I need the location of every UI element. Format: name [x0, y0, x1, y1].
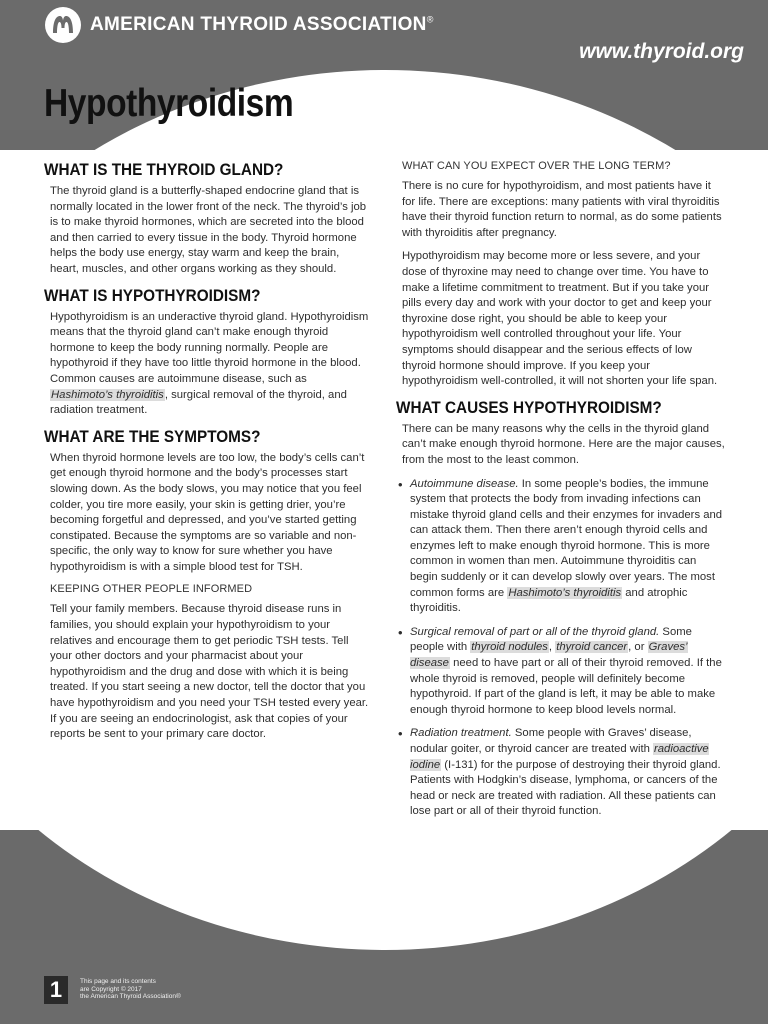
page-number: 1 [44, 976, 68, 1004]
section-thyroid-gland [44, 160, 370, 278]
causes-list [396, 477, 726, 820]
section-heading: WHAT CAUSES HYPOTHYROIDISM? [396, 397, 662, 417]
paragraph: Hypothyroidism may become more or less severe, and your dose of thyroxine may need to change over time. You have to make a lifetime commitment to treatment. But if you take your pills every day and work with your doctor to get and keep your thyroxine dose right, you should be able to keep your hypothyroidism well controlled throughout your life. Your symptoms should disappear and the serious effects of low thyroid hormone should improve. If you keep your hypothyroidism well-controlled, it will not shorten your life span. [402, 250, 718, 388]
section-causes [396, 398, 726, 820]
org-name: AMERICAN THYROID ASSOCIATION® [90, 14, 434, 35]
thyroid-cancer-link[interactable]: thyroid cancer [556, 641, 628, 654]
paragraph: There can be many reasons why the cells in the thyroid gland can’t make enough thyroid hormone. Here are the major causes, from the most to the least common. [402, 422, 725, 466]
paragraph: The thyroid gland is a butterfly-shaped endocrine gland that is normally located in the lower front of the neck. The thyroid’s job is to make thyroid hormones, which are secreted into the blood and then carried to every tissue in the body. Thyroid hormone helps the body use energy, stay warm and keep the brain, heart, muscles, and other organs working as they should. [50, 185, 367, 275]
section-heading: WHAT ARE THE SYMPTOMS? [44, 426, 261, 446]
radioactive-iodine-link[interactable]: radioactive iodine [410, 743, 709, 771]
thyroid-logo-icon [44, 6, 82, 44]
hashimoto-link[interactable]: Hashimoto’s thyroiditis [508, 586, 622, 599]
website-link[interactable]: www.thyroid.org [579, 40, 744, 63]
section-hypothyroidism [44, 286, 370, 419]
graves-disease-link[interactable]: Graves’ disease [410, 641, 688, 670]
list-item: • Autoimmune disease. In some people’s bodies, the immune system that protects the body from invading infections can mistake thyroid gland cells and their enzymes for invaders and can attack them. Then there aren’t enough thyroid cells and enzymes left to make enough thyroid hormone. This is more common in women than men. Autoimmune thyroiditis can begin suddenly or it can develop slowly over years. The most common forms are Hashimoto’s thyroiditis and atrophic thyroiditis. [396, 477, 726, 617]
document-title: Hypothyroidism [44, 82, 294, 125]
section-heading: WHAT IS THE THYROID GLAND? [44, 160, 284, 179]
hashimoto-link[interactable]: Hashimoto’s thyroiditis [51, 388, 164, 401]
association-logo[interactable] [44, 6, 434, 44]
paragraph: There is no cure for hypothyroidism, and most patients have it for life. There are exceptions: many patients with viral thyroiditis have their thyroid function return to normal, as do some patients with thyroiditis after pregnancy. [402, 180, 722, 239]
left-column [44, 160, 370, 751]
subsection-heading: KEEPING OTHER PEOPLE INFORMED [50, 583, 253, 596]
section-long-term [396, 160, 726, 390]
paragraph: Tell your family members. Because thyroid disease runs in families, you should explain your hypothyroidism to your relatives and encourage them to get periodic TSH tests. Tell your other doctors and your pharmacist about your hypothyroidism and the drug and dose with which it is being treated. If you start seeing a new doctor, tell the doctor that you have hypothyroidism and you need your TSH tested every year. If you are seeing an endocrinologist, ask that copies of your reports be sent to your primary care doctor. [50, 603, 369, 741]
section-symptoms [44, 427, 370, 576]
right-column [396, 160, 726, 828]
subsection-heading: WHAT CAN YOU EXPECT OVER THE LONG TERM? [402, 160, 671, 172]
section-keeping-informed [44, 583, 370, 742]
list-item: • Radiation treatment. Some people with Graves’ disease, nodular goiter, or thyroid cancer are treated with radioactive iodine (I-131) for the purpose of destroying their thyroid gland. Patients with Hodgkin’s disease, lymphoma, or cancers of the head or neck are treated with radiation. All these patients can lose part or all of their thyroid function. [396, 726, 726, 820]
thyroid-nodules-link[interactable]: thyroid nodules [471, 641, 548, 654]
paragraph: Hypothyroidism is an underactive thyroid gland. Hypothyroidism means that the thyroid gland can’t make enough thyroid hormone to keep the body running normally. People are hypothyroid if they have too little thyroid hormone in the blood. Common causes are autoimmune disease, such as Hashimoto’s thyroiditis, surgical removal of the thyroid, and radiation treatment. [50, 310, 369, 417]
list-item: • Surgical removal of part or all of the thyroid gland. Some people with thyroid nodules, thyroid cancer, or Graves’ disease need to have part or all of their thyroid removed. If the whole thyroid is removed, people will definitely become hypothyroid. If part of the gland is left, it may be able to make enough thyroid hormone to keep blood levels normal. [396, 625, 726, 719]
paragraph: When thyroid hormone levels are too low, the body’s cells can’t get enough thyroid hormone and the body’s processes start slowing down. As the body slows, you may notice that you feel colder, you tire more easily, your skin is getting drier, you’re becoming forgetful and depressed, and you’ve started getting constipated. Because the symptoms are so variable and non-specific, the only way to know for sure whether you have hypothyroidism is with a simple blood test for TSH. [50, 451, 365, 573]
copyright-notice: This page and its contents are Copyright © 2017 the American Thyroid Association® [80, 978, 181, 1000]
section-heading: WHAT IS HYPOTHYROIDISM? [44, 285, 261, 305]
